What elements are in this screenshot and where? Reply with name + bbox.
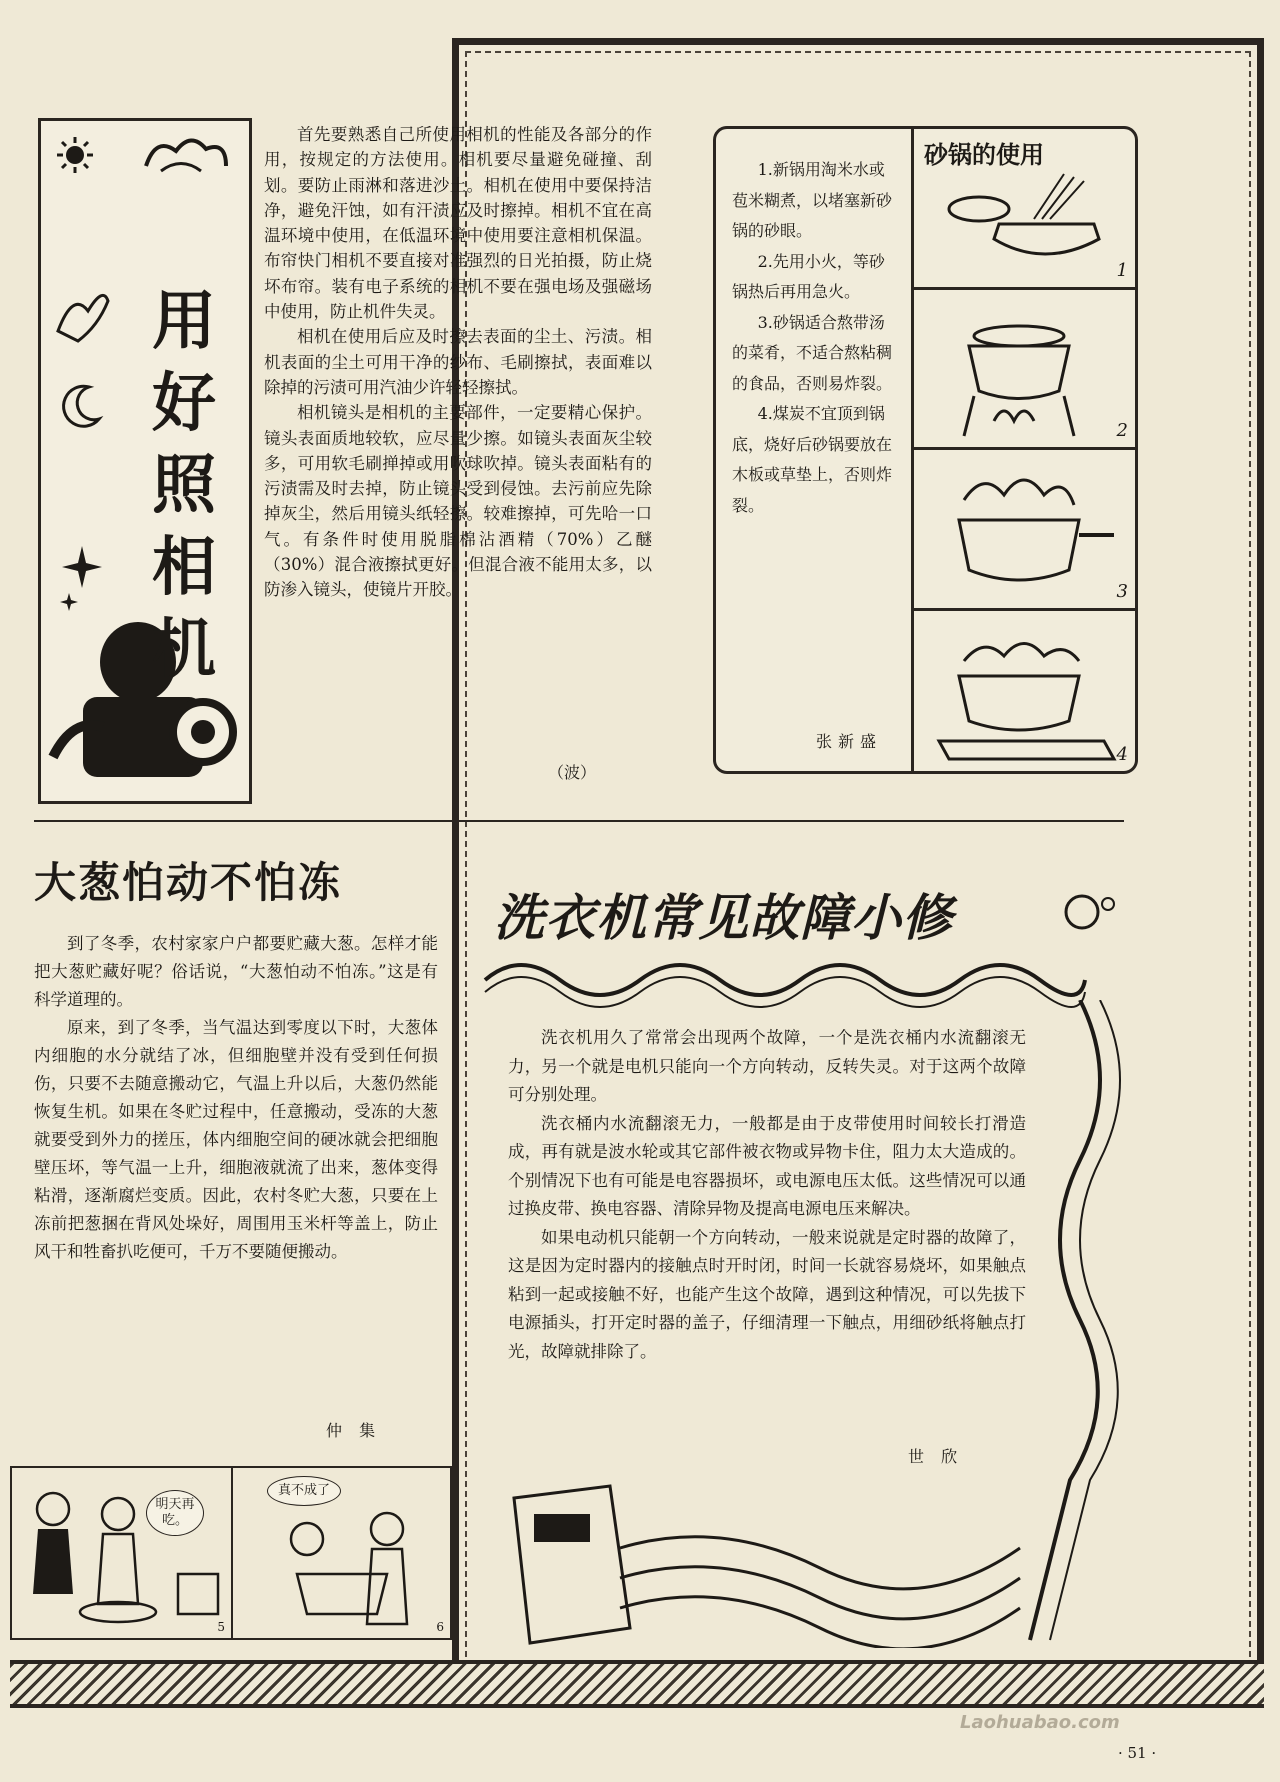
bubble-icon bbox=[1060, 890, 1120, 950]
camera-title-char: 好 bbox=[152, 367, 216, 441]
bottom-ornament-band bbox=[10, 1660, 1264, 1708]
pot-on-board-icon bbox=[924, 621, 1124, 771]
pot-on-stove-icon bbox=[924, 296, 1124, 446]
scallion-paragraph: 到了冬季，农村家家户户都要贮藏大葱。怎样才能把大葱贮藏好呢？俗话说，“大葱怕动不怕冻。”这是有科学道理的。 bbox=[34, 934, 438, 1009]
sandpot-item: 4.煤炭不宜顶到锅底，烧好后砂锅要放在木板或草垫上，否则炸裂。 bbox=[732, 404, 893, 515]
pot-steaming-icon bbox=[924, 460, 1124, 610]
camera-body bbox=[264, 122, 652, 603]
comic-panel bbox=[12, 1468, 233, 1638]
sandpot-illustrations bbox=[911, 129, 1138, 771]
section-divider bbox=[34, 820, 1124, 822]
washer-title: 洗衣机常见故障小修 bbox=[494, 889, 953, 947]
sandpot-author: 张新盛 bbox=[816, 732, 883, 751]
washer-body bbox=[508, 1024, 1026, 1366]
camera-title-char: 机 bbox=[152, 613, 216, 687]
sandpot-text bbox=[732, 155, 900, 521]
sparkle-icon bbox=[57, 541, 107, 611]
sandpot-step-illustration bbox=[914, 611, 1138, 772]
pot-pouring-icon bbox=[924, 169, 1124, 279]
camera-title-char: 用 bbox=[152, 285, 216, 359]
sandpot-step-illustration bbox=[914, 290, 1138, 451]
comic-panel bbox=[231, 1468, 450, 1638]
scallion-body bbox=[34, 930, 438, 1266]
figure-number: 1 bbox=[1116, 259, 1128, 281]
washer-author: 世 欣 bbox=[908, 1447, 964, 1466]
camera-author: （波） bbox=[548, 763, 597, 782]
sandpot-item: 3.砂锅适合熬带汤的菜肴，不适合熬粘稠的食品，否则易炸裂。 bbox=[732, 312, 893, 393]
moon-icon bbox=[59, 383, 105, 429]
sandpot-item: 1.新锅用淘米水或苞米糊煮，以堵塞新砂锅的砂眼。 bbox=[732, 160, 893, 240]
camera-title-char: 照 bbox=[152, 449, 216, 523]
sandpot-step-illustration bbox=[914, 450, 1138, 611]
scallion-title: 大葱怕动不怕冻 bbox=[34, 858, 343, 907]
figure-number: 3 bbox=[1116, 580, 1128, 602]
dove-icon bbox=[53, 281, 113, 351]
scallion-author: 仲 集 bbox=[326, 1421, 382, 1440]
watermark: Laohuabao.com bbox=[960, 1712, 1120, 1733]
camera-paragraph: 相机在使用后应及时擦去表面的尘土、污渍。相机表面的尘土可用干净的纱布、毛刷擦拭，表面难以除掉的污渍可用汽油少许轻轻擦拭。 bbox=[264, 327, 652, 397]
camera-title-char: 相 bbox=[152, 531, 216, 605]
sandpot-title: 砂锅的使用 bbox=[924, 141, 1044, 169]
figure-number: 2 bbox=[1116, 420, 1128, 441]
washer-paragraph: 洗衣桶内水流翻滚无力，一般都是由于皮带使用时间较长打滑造成，再有就是波水轮或其它部件被衣物或异物卡住，阻力太大造成的。个别情况下也有可能是电容器损坏，或电源电压太低。这些情况可以通过换皮带、换电容器、清除异物及提高电源电压来解决。 bbox=[508, 1113, 1026, 1218]
page-number: · 51 · bbox=[1118, 1744, 1157, 1762]
speech-bubble: 真不成了 bbox=[267, 1476, 341, 1506]
sun-icon bbox=[55, 135, 95, 175]
sandpot-item: 2.先用小火，等砂锅热后再用急火。 bbox=[732, 251, 885, 301]
figure-number: 4 bbox=[1116, 744, 1128, 765]
comic-strip bbox=[10, 1466, 452, 1640]
washing-machine-illustration bbox=[500, 1478, 1060, 1648]
panel-number: 6 bbox=[436, 1620, 444, 1634]
washer-paragraph: 如果电动机只能朝一个方向转动，一般来说就是定时器的故障了，这是因为定时器内的接触点时开时闭，时间一长就容易烧坏，如果触点粘到一起或接触不好，也能产生这个故障，遇到这种情况，可以先拔下电源插头，打开定时器的盖子，仔细清理一下触点，用细砂纸将触点打光，故障就排除了。 bbox=[508, 1227, 1026, 1361]
camera-title bbox=[139, 281, 229, 691]
camera-title-panel bbox=[38, 118, 252, 804]
panel-number: 5 bbox=[217, 1620, 225, 1634]
sandpot-step-illustration bbox=[914, 129, 1138, 290]
speech-bubble: 明天再吃。 bbox=[146, 1490, 204, 1536]
cloud-icon bbox=[141, 131, 231, 181]
wave-ornament bbox=[480, 950, 1090, 1010]
sandpot-box bbox=[713, 126, 1138, 774]
camera-paragraph: 相机镜头是相机的主要部件，一定要精心保护。镜头表面质地较软，应尽量少擦。如镜头表面灰尘较多，可用软毛刷掸掉或用吹球吹掉。镜头表面粘有的污渍需及时去掉，防止镜头受到侵蚀。去污前应先除掉灰尘，然后用镜头纸轻擦。较难擦掉，可先哈一口气。有条件时使用脱脂棉沾酒精（70%）乙醚（30%）混合液擦拭更好。但混合液不能用太多，以防渗入镜头，使镜片开胶。 bbox=[264, 403, 652, 600]
camera-paragraph: 首先要熟悉自己所使用相机的性能及各部分的作用，按规定的方法使用。相机要尽量避免碰撞、刮划。要防止雨淋和落进沙土。相机在使用中要保持洁净，避免汗蚀，如有汗渍应及时擦掉。相机不宜在高温环境中使用，在低温环境中使用要注意相机保温。布帘快门相机不要直接对准强烈的日光拍摄，防止烧坏布帘。装有电子系统的相机不要在强电场及强磁场中使用，防止机件失灵。 bbox=[264, 125, 652, 322]
scallion-paragraph: 原来，到了冬季，当气温达到零度以下时，大葱体内细胞的水分就结了冰，但细胞壁并没有受到任何损伤，只要不去随意搬动它，气温上升以后，大葱仍然能恢复生机。如果在冬贮过程中，任意搬动，受冻的大葱就要受到外力的搓压，体内细胞空间的硬冰就会把细胞壁压坏，等气温一上升，细胞液就流了出来，葱体变得粘滑，逐渐腐烂变质。因此，农村冬贮大葱，只要在上冻前把葱捆在背风处垛好，周围用玉米杆等盖上，防止风干和牲畜扒吃便可，千万不要随便搬动。 bbox=[34, 1018, 438, 1261]
dining-characters-icon bbox=[237, 1474, 447, 1634]
washer-paragraph: 洗衣机用久了常常会出现两个故障，一个是洗衣桶内水流翻滚无力，另一个就是电机只能向一个方向转动，反转失灵。对于这两个故障可分别处理。 bbox=[508, 1028, 1026, 1104]
